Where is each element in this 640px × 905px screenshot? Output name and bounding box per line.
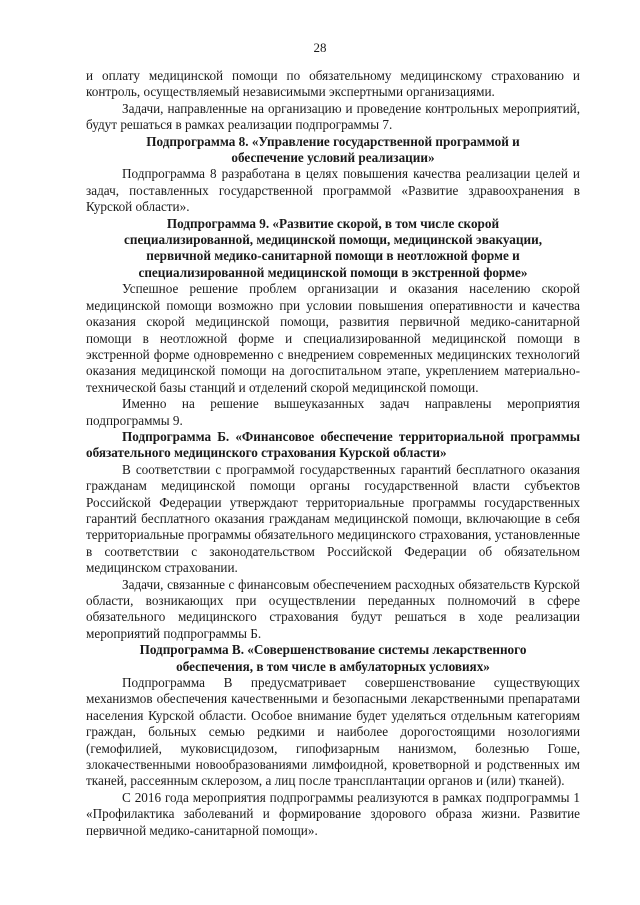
heading-line: специализированной медицинской помощи в экстренной форме» — [138, 264, 528, 280]
paragraph: В соответствии с программой государственных гарантий бесплатного оказания гражданам медицинской помощи органы государственной власти субъектов Российской Федерации утверждают территориальные программы государственных гарантий бесплатного оказания гражданам медицинской помощи, включающие в себя территориальные программы обязательного медицинского страхования, установленные в соответствии с законодательством Российской Федерации об обязательном медицинском страховании. — [86, 461, 580, 576]
subprogram-heading: Подпрограмма Б. «Финансовое обеспечение территориальной программы обязательного медицинского страхования Курской области» — [86, 428, 580, 461]
heading-line: Подпрограмма 9. «Развитие скорой, в том числе скорой — [166, 215, 500, 231]
heading-line: первичной медико-санитарной помощи в неотложной форме и — [146, 248, 520, 264]
paragraph: и оплату медицинской помощи по обязательному медицинскому страхованию и контроль, осуществляемый независимыми экспертными организациями. — [86, 68, 580, 100]
paragraph: Подпрограмма В предусматривает совершенствование существующих механизмов обеспечения качественными и безопасными лекарственными препаратами населения Курской области. Особое внимание будет уделяться отдельным категориям граждан, больных семью редкими и наиболее дорогостоящими нозологиями (гемофилией, муковисцидозом, гипофизарным нанизмом, болезнью Гоше, злокачественными новообразованиями лимфоидной, кроветворной и родственных им тканей, рассеянным склерозом, а лиц после трансплантации органов и (или) тканей). — [86, 675, 580, 789]
heading-line: Подпрограмма 8. «Управление государственной программой и — [146, 133, 520, 149]
heading-line: специализированной, медицинской помощи, медицинской эвакуации, — [124, 232, 542, 248]
document-body — [86, 68, 580, 839]
paragraph: Успешное решение проблем организации и оказания населению скорой медицинской помощи возможно при условии повышения оперативности и качества оказания скорой медицинской помощи, развития первичной медико-санитарной помощи в неотложной форме и специализированной медицинской помощи в экстренной форме одновременно с внедрением современных медицинских технологий оказания медицинской помощи на догоспитальном этапе, укреплением материально-технической базы станций и отделений скорой медицинской помощи. — [86, 281, 580, 395]
paragraph: С 2016 года мероприятия подпрограммы реализуются в рамках подпрограммы 1 «Профилактика заболеваний и формирование здорового образа жизни. Развитие первичной медико-санитарной помощи». — [86, 789, 580, 838]
paragraph: Задачи, направленные на организацию и проведение контрольных мероприятий, будут решаться в рамках реализации подпрограммы 7. — [86, 100, 580, 133]
paragraph: Подпрограмма 8 разработана в целях повышения качества реализации целей и задач, поставленных государственной программой «Развитие здравоохранения в Курской области». — [86, 166, 580, 215]
subprogram-heading — [86, 216, 580, 282]
heading-line: обеспечение условий реализации» — [231, 150, 435, 166]
page-number: 28 — [313, 40, 327, 55]
paragraph: Именно на решение вышеуказанных задач направлены мероприятия подпрограммы 9. — [86, 396, 580, 428]
heading-line: обеспечения, в том числе в амбулаторных условиях» — [176, 658, 490, 674]
heading-line: Подпрограмма В. «Совершенствование системы лекарственного — [139, 642, 527, 658]
subprogram-heading — [86, 642, 580, 675]
subprogram-heading — [86, 134, 580, 167]
paragraph: Задачи, связанные с финансовым обеспечением расходных обязательств Курской области, возникающих при осуществлении переданных полномочий в сфере обязательного медицинского страхования будут решаться в ходе реализации мероприятий подпрограммы Б. — [86, 576, 580, 641]
